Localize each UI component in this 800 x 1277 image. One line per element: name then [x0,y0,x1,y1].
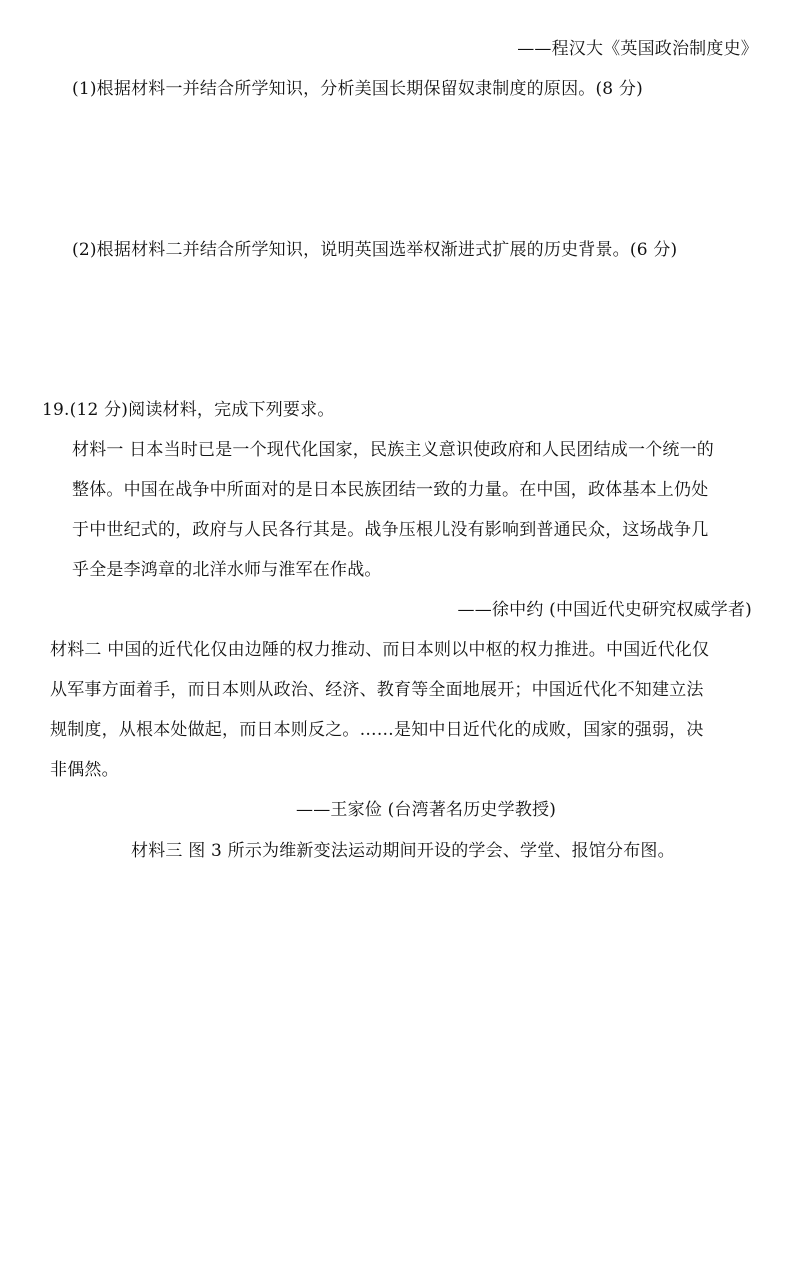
material3-text: 材料三 图 3 所示为维新变法运动期间开设的学会、学堂、报馆分布图。 [131,841,675,861]
material1-line-4: 乎全是李鸿章的北洋水师与淮军在作战。 [72,560,382,580]
material1-citation: ——徐中约 (中国近代史研究权威学者) [457,600,752,620]
material2-citation: ——王家俭 (台湾著名历史学教授) [296,800,557,820]
material2-line-1: 材料二 中国的近代化仅由边陲的权力推动、而日本则以中枢的权力推进。中国近代化仅 [50,640,710,660]
material2-line-4: 非偶然。 [50,760,119,780]
q18-subquestion-2: (2)根据材料二并结合所学知识，说明英国选举权渐进式扩展的历史背景。(6 分) [72,240,678,260]
material2-line-2: 从军事方面着手，而日本则从政治、经济、教育等全面地展开；中国近代化不知建立法 [50,680,704,700]
material1-line-3: 于中世纪式的，政府与人民各行其是。战争压根儿没有影响到普通民众，这场战争几 [72,520,709,540]
material1-line-2: 整体。中国在战争中所面对的是日本民族团结一致的力量。在中国，政体基本上仍处 [72,480,709,500]
q19-stem: 19.(12 分)阅读材料，完成下列要求。 [42,400,335,420]
citation-top: ——程汉大《英国政治制度史》 [517,39,758,59]
material2-line-3: 规制度，从根本处做起，而日本则反之。……是知中日近代化的成败，国家的强弱，决 [50,720,704,740]
q18-subquestion-1: (1)根据材料一并结合所学知识，分析美国长期保留奴隶制度的原因。(8 分) [72,79,643,99]
material1-line-1: 材料一 日本当时已是一个现代化国家，民族主义意识使政府和人民团结成一个统一的 [72,440,715,460]
